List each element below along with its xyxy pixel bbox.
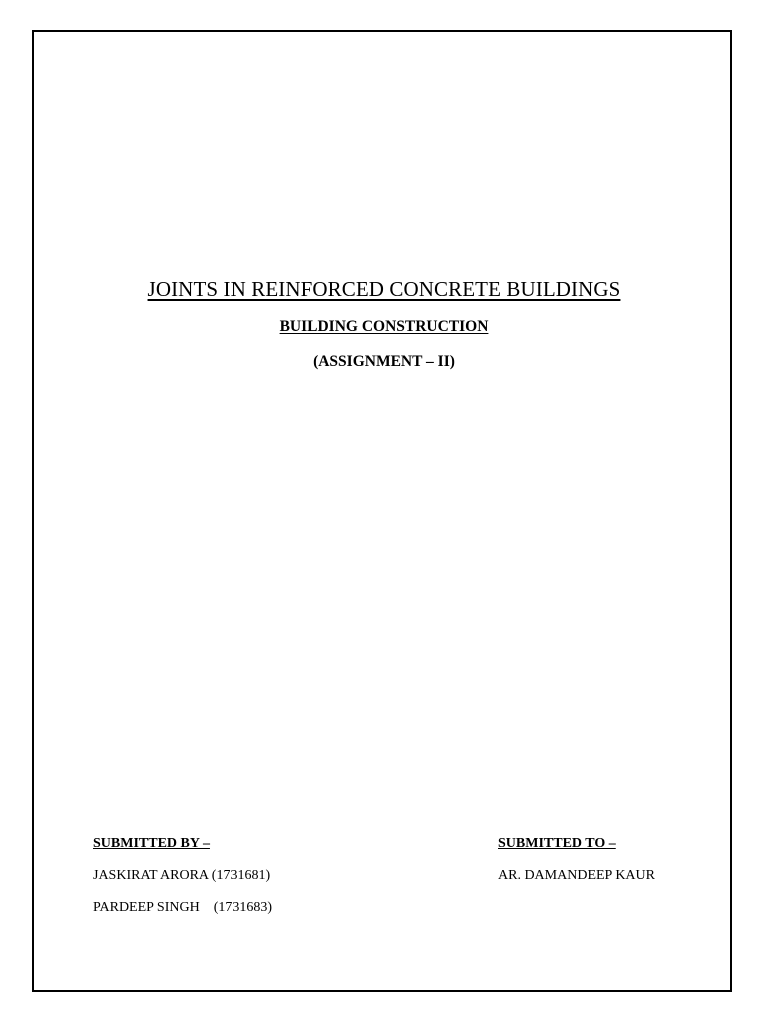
student-roll: (1731683) bbox=[213, 900, 273, 915]
student-row bbox=[93, 867, 272, 885]
faculty-name: AR. DAMANDEEP KAUR bbox=[498, 868, 655, 883]
student-name: PARDEEP SINGH bbox=[93, 900, 200, 915]
student-roll: (1731681) bbox=[211, 868, 271, 883]
student-row bbox=[93, 899, 272, 917]
submitted-to-section bbox=[498, 835, 672, 885]
submitted-by-section bbox=[93, 835, 272, 917]
document-title: JOINTS IN REINFORCED CONCRETE BUILDINGS bbox=[147, 277, 621, 301]
submitted-to-heading: SUBMITTED TO – bbox=[498, 836, 616, 851]
assignment-label: (ASSIGNMENT – II) bbox=[313, 353, 455, 370]
document-subtitle: BUILDING CONSTRUCTION bbox=[279, 318, 489, 335]
submitted-by-heading: SUBMITTED BY – bbox=[93, 836, 210, 851]
student-name: JASKIRAT ARORA bbox=[93, 868, 209, 883]
